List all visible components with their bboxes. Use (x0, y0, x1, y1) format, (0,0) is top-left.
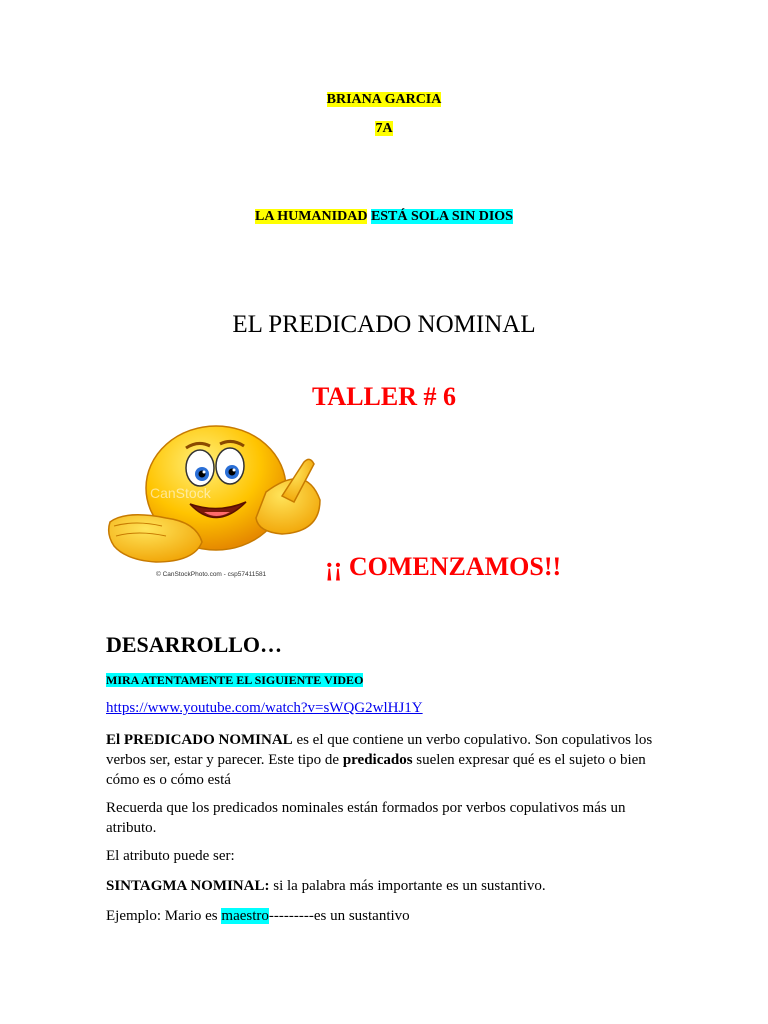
smiley-pointing-image (106, 422, 328, 582)
youtube-video-link[interactable]: https://www.youtube.com/watch?v=sWQG2wlHJ1Y (106, 700, 423, 716)
example-text-1: Ejemplo: Mario es (106, 908, 222, 924)
page-title: EL PREDICADO NOMINAL (232, 311, 536, 338)
grade-label (0, 121, 768, 137)
sintagma-nominal-text: si la palabra más importante es un sustantivo. (269, 878, 546, 894)
watermark-text: CanStock (150, 485, 211, 501)
author-name (0, 92, 768, 108)
video-instruction-text: MIRA ATENTAMENTE EL SIGUIENTE VIDEO (106, 673, 364, 687)
definition-text-2: suelen expresar qué es el sujeto o bien cómo es o cómo está (106, 752, 646, 788)
smiley-icon (106, 422, 328, 582)
grade-text: 7A (375, 121, 393, 136)
term-predicados: predicados (342, 752, 413, 768)
sintagma-nominal-paragraph (106, 876, 666, 896)
motto-part1: LA HUMANIDAD (255, 209, 368, 224)
author-name-text: BRIANA GARCIA (326, 92, 442, 107)
definition-text-1: es el que contiene un verbo copulativo. Son copulativos los verbos ser, estar y parecer. Este tipo de (106, 732, 653, 768)
start-label: ¡¡ COMENZAMOS!! (325, 552, 562, 581)
term-predicado-nominal: El PREDICADO NOMINAL (106, 732, 293, 748)
video-instruction (106, 673, 363, 688)
reminder-paragraph: Recuerda que los predicados nominales están formados por verbos copulativos más un atributo. (106, 800, 626, 836)
definition-paragraph (106, 730, 666, 790)
example-text-2: ---------es un sustantivo (268, 908, 410, 924)
example-highlight: maestro (221, 908, 269, 924)
attribute-intro: El atributo puede ser: (106, 848, 235, 864)
motto (0, 209, 768, 225)
motto-part2: ESTÁ SOLA SIN DIOS (370, 209, 513, 224)
example-paragraph (106, 906, 666, 926)
section-heading: DESARROLLO… (106, 632, 283, 657)
taller-subtitle: TALLER # 6 (312, 382, 456, 411)
image-caption: © CanStockPhoto.com - csp57411581 (156, 571, 267, 578)
term-sintagma-nominal: SINTAGMA NOMINAL: (106, 878, 270, 894)
